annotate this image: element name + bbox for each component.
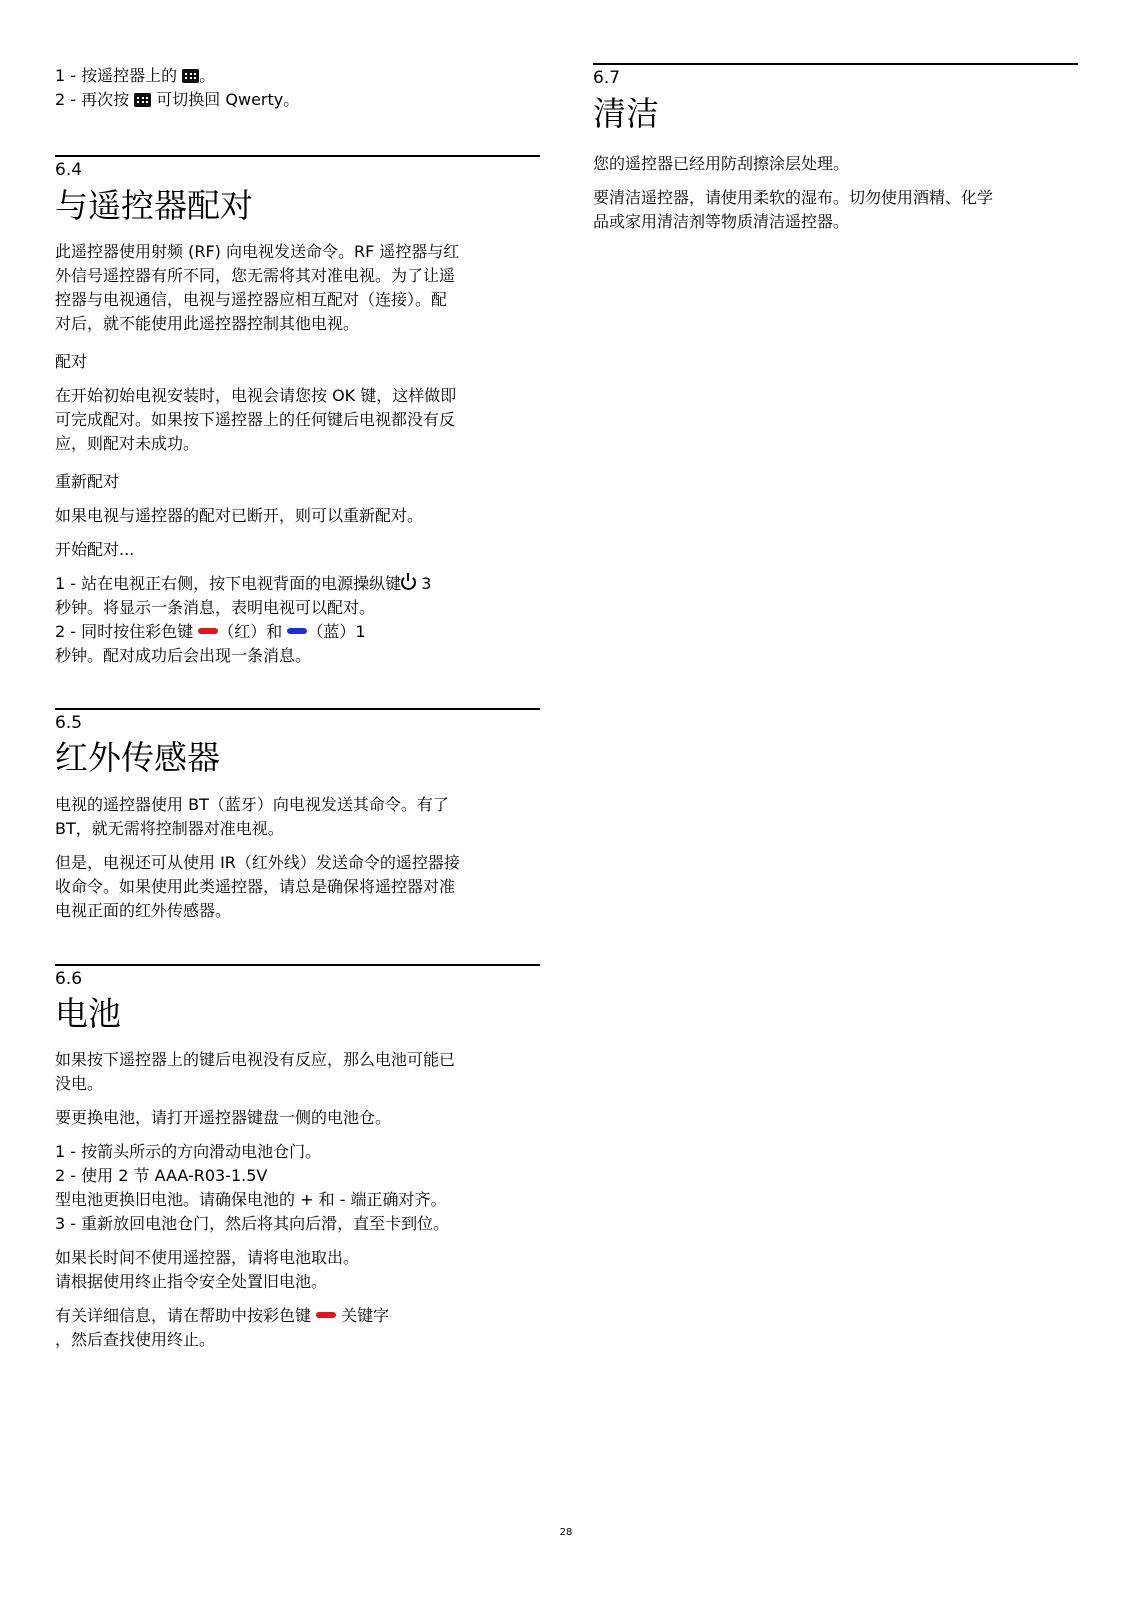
battery-steps: 1 - 按箭头所示的方向滑动电池仓门。 2 - 使用 2 节 AAA-R03-1.5V 型电池更换旧电池。请确保电池的 + 和 - 端正确对齐。 3 - 重新放回电池仓门，然后将其向后滑，直至卡到位。 [55,1142,450,1233]
section-number: 6.6 [55,969,83,989]
section-divider [55,964,540,966]
blue-key-icon [287,628,307,634]
keyboard-icon [182,69,199,83]
intro-steps [55,64,299,112]
intro-step-2: 2 - 再次按 可切换回 Qwerty。 [55,90,300,109]
intro-step-1: 1 - 按遥控器上的 。 [55,66,216,85]
repair-paragraph: 如果电视与遥控器的配对已断开，则可以重新配对。 [55,506,424,525]
battery-paragraph-4: 有关详细信息，请在帮助中按彩色键 关键字 ，然后查找使用终止。 [55,1306,390,1349]
battery-paragraph-2: 要更换电池，请打开遥控器键盘一侧的电池仓。 [55,1108,392,1127]
section-title: 电池 [55,994,121,1033]
section-number: 6.5 [55,713,83,733]
section-number: 6.4 [55,160,83,180]
battery-paragraph-3: 如果长时间不使用遥控器，请将电池取出。 请根据使用终止指令安全处置旧电池。 [55,1248,360,1291]
cleaning-paragraph-1: 您的遥控器已经用防刮擦涂层处理。 [593,154,850,173]
section-divider [55,708,540,710]
start-pairing-text: 开始配对... [55,540,135,559]
page-number: 28 [559,1527,573,1538]
keyboard-icon [134,93,151,107]
ir-paragraph-1: 电视的遥控器使用 BT（蓝牙）向电视发送其命令。有了 BT，就无需将控制器对准电视。 [55,795,449,838]
pairing-steps: 1 - 站在电视正右侧，按下电视背面的电源操纵键 3 秒钟。将显示一条消息，表明电视可以配对。 2 - 同时按住彩色键 （红）和 （蓝）1 秒钟。配对成功后会出现一条消息。 [55,574,432,665]
power-icon [401,575,416,590]
section-title: 清洁 [593,94,659,133]
subheading-repairing: 重新配对 [55,472,120,491]
pairing-intro-paragraph: 此遥控器使用射频 (RF) 向电视发送命令。RF 遥控器与红 外信号遥控器有所不同，您无需将其对准电视。为了让遥 控器与电视通信，电视与遥控器应相互配对（连接）。配 对后，就不能使用此遥控器控制其他电视。 [55,242,460,333]
red-key-icon [316,1312,336,1318]
battery-paragraph-1: 如果按下遥控器上的键后电视没有反应，那么电池可能已 没电。 [55,1050,456,1093]
red-key-icon [198,628,218,634]
ir-paragraph-2: 但是，电视还可从使用 IR（红外线）发送命令的遥控器接 收命令。如果使用此类遥控器，请总是确保将遥控器对准 电视正面的红外传感器。 [55,853,460,920]
pairing-paragraph: 在开始初始电视安装时，电视会请您按 OK 键，这样做即 可完成配对。如果按下遥控器上的任何键后电视都没有反 应，则配对未成功。 [55,386,457,453]
section-divider [55,155,540,157]
section-title: 与遥控器配对 [55,186,253,225]
cleaning-paragraph-2: 要清洁遥控器，请使用柔软的湿布。切勿使用酒精、化学 品或家用清洁剂等物质清洁遥控器。 [593,188,994,231]
section-number: 6.7 [593,68,621,88]
subheading-pairing: 配对 [55,352,88,371]
section-title: 红外传感器 [55,738,220,777]
section-divider [593,63,1078,65]
